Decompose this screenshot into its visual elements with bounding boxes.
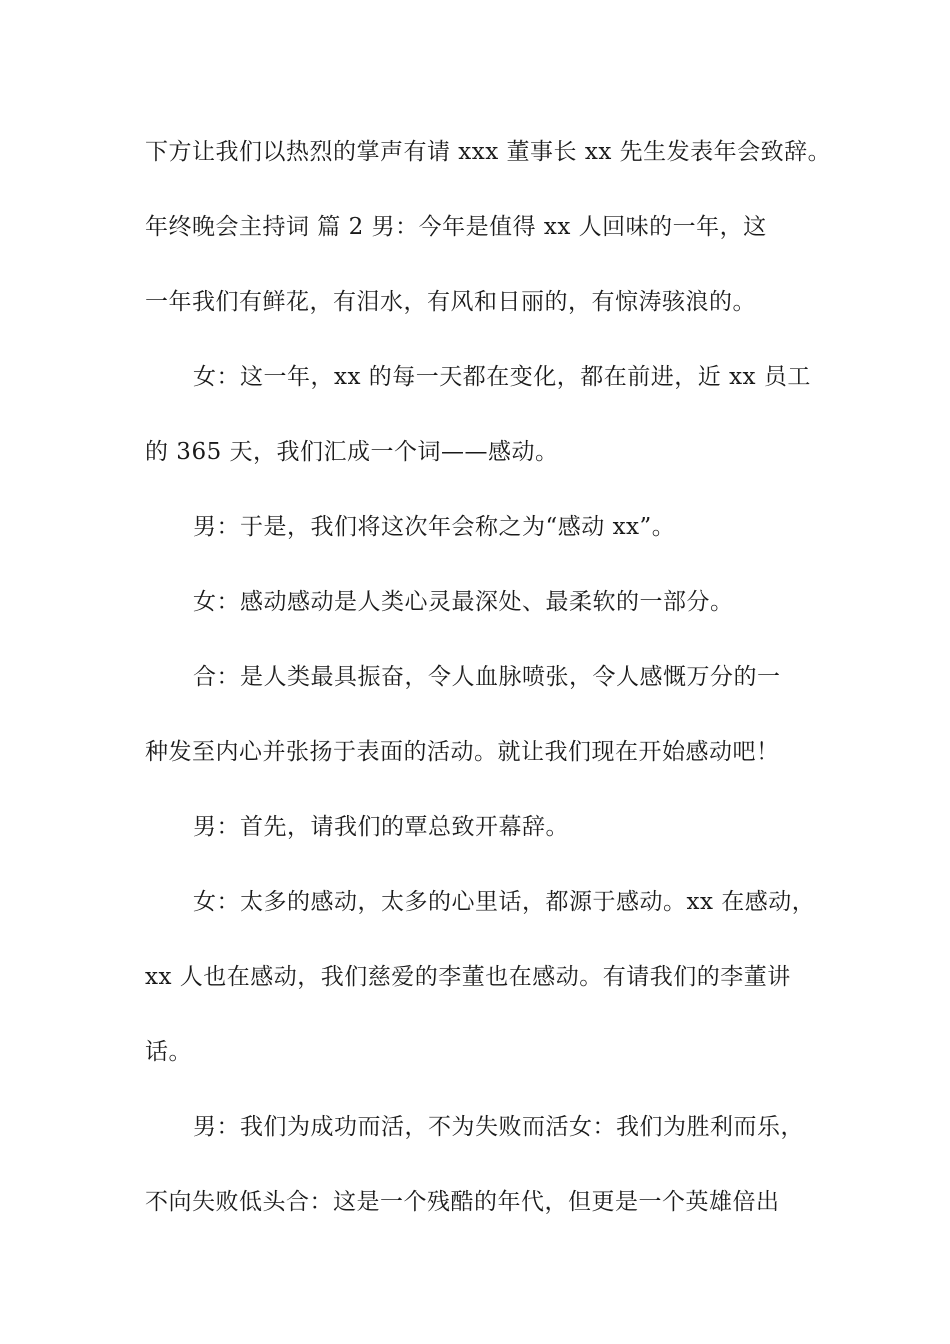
text-line-1: 下方让我们以热烈的掌声有请 xxx 董事长 xx 先生发表年会致辞。: [145, 139, 832, 165]
text-line-13: 话。: [145, 1039, 192, 1065]
text-line-12: xx 人也在感动，我们慈爱的李董也在感动。有请我们的李董讲: [145, 964, 791, 990]
text-line-6: 男：于是，我们将这次年会称之为“感动 xx”。: [193, 514, 676, 540]
text-line-15: 不向失败低头合：这是一个残酷的年代，但更是一个英雄倍出: [145, 1189, 780, 1215]
text-line-8: 合：是人类最具振奋，令人血脉喷张，令人感慨万分的一: [193, 664, 781, 690]
text-line-11: 女：太多的感动，太多的心里话，都源于感动。xx 在感动，: [193, 889, 816, 915]
text-line-7: 女：感动感动是人类心灵最深处、最柔软的一部分。: [193, 589, 734, 615]
text-line-2: 年终晚会主持词 篇 2 男：今年是值得 xx 人回味的一年，这: [145, 214, 767, 240]
text-line-5: 的 365 天，我们汇成一个词——感动。: [145, 439, 559, 465]
text-line-3: 一年我们有鲜花，有泪水，有风和日丽的，有惊涛骇浪的。: [145, 289, 756, 315]
text-line-14: 男：我们为成功而活，不为失败而活女：我们为胜利而乐，: [193, 1114, 804, 1140]
text-line-10: 男：首先，请我们的覃总致开幕辞。: [193, 814, 569, 840]
text-line-4: 女：这一年，xx 的每一天都在变化，都在前进，近 xx 员工: [193, 364, 811, 390]
text-line-9: 种发至内心并张扬于表面的活动。就让我们现在开始感动吧！: [145, 739, 780, 765]
